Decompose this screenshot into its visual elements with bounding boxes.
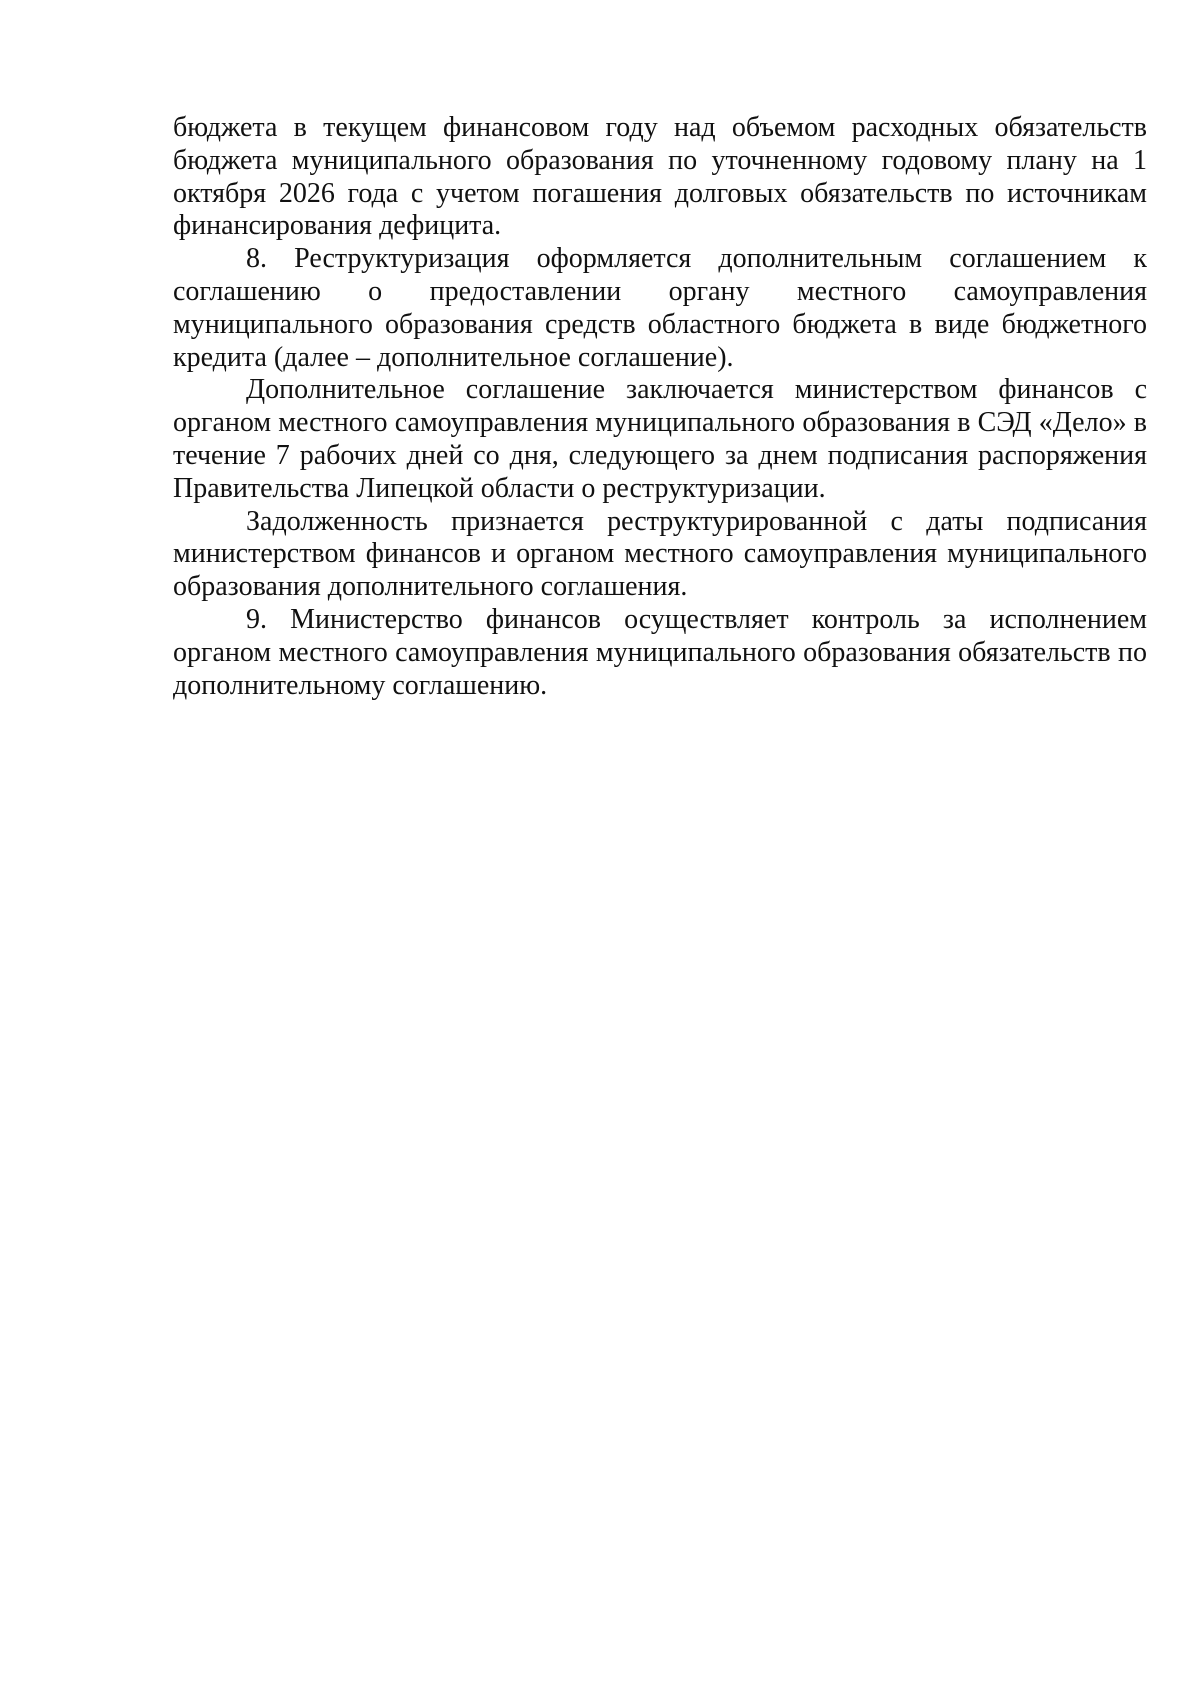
paragraph-continuation: бюджета в текущем финансовом году над объемом расходных обязательств бюджета муниципального образования по уточненному годовому плану на 1 октября 2026 года с учетом погашения долговых обязательств по источникам финансирования дефицита.: [173, 112, 1147, 242]
paragraph-item-9: 9. Министерство финансов осуществляет контроль за исполнением органом местного самоуправления муниципального образования обязательств по дополнительному соглашению.: [173, 603, 1147, 701]
document-body: [173, 112, 1147, 702]
paragraph-debt-restructured: Задолженность признается реструктурированной с даты подписания министерством финансов и органом местного самоуправления муниципального образования дополнительного соглашения.: [173, 505, 1147, 603]
paragraph-item-8: 8. Реструктуризация оформляется дополнительным соглашением к соглашению о предоставлении органу местного самоуправления муниципального образования средств областного бюджета в виде бюджетного кредита (далее – дополнительное соглашение).: [173, 243, 1147, 373]
paragraph-agreement-conclusion: Дополнительное соглашение заключается министерством финансов с органом местного самоуправления муниципального образования в СЭД «Дело» в течение 7 рабочих дней со дня, следующего за днем подписания распоряжения Правительства Липецкой области о реструктуризации.: [173, 374, 1147, 504]
